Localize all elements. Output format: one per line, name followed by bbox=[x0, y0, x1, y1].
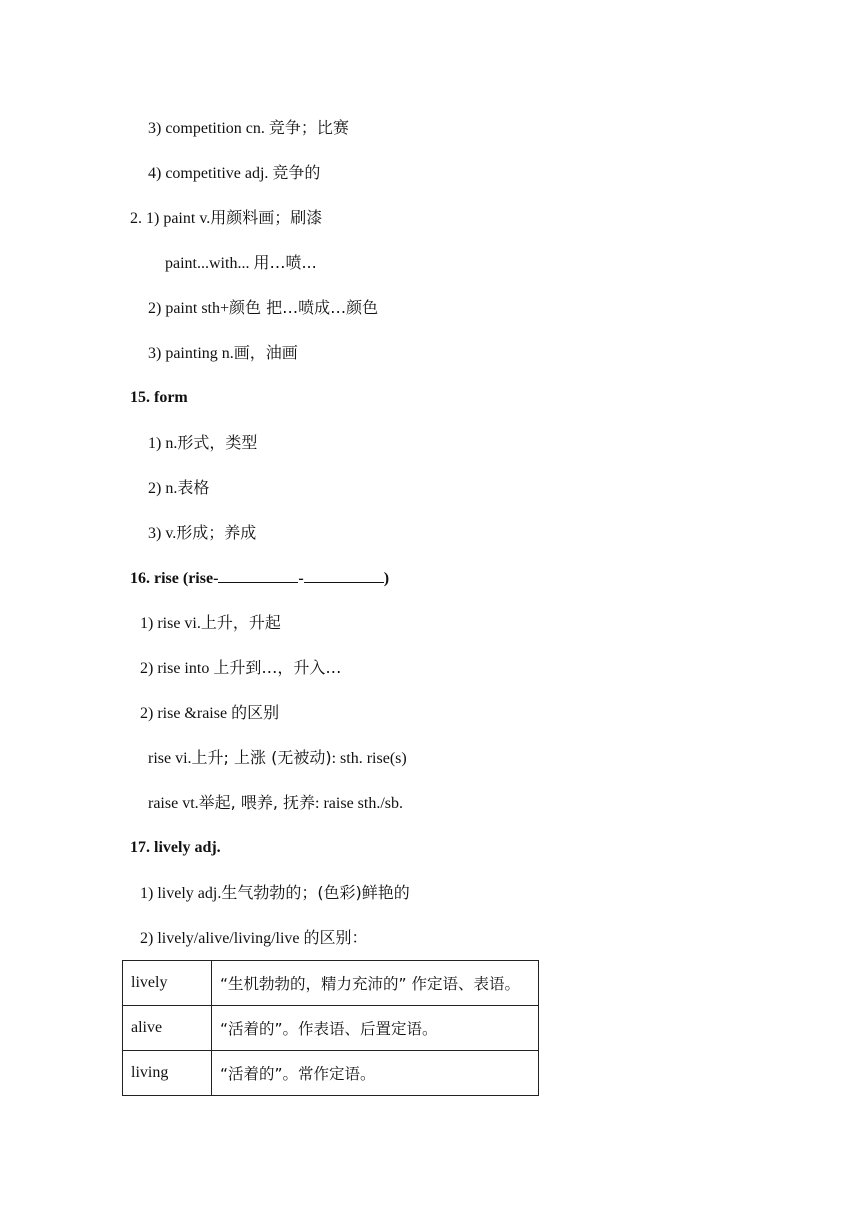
entry-lively-compare bbox=[140, 928, 368, 949]
entry-rise-vi bbox=[148, 748, 407, 769]
table-cell-word: living bbox=[123, 1051, 212, 1096]
entry-lively-1 bbox=[140, 883, 410, 904]
entry-text: raise vt. bbox=[148, 795, 199, 812]
entry-paint-color bbox=[148, 298, 378, 319]
heading-rise bbox=[130, 568, 389, 589]
entry-text: 2) paint sth+ bbox=[148, 300, 230, 317]
entry-meaning: 表格 bbox=[177, 478, 210, 497]
comparison-table bbox=[122, 960, 539, 1096]
table-cell-desc: “活着的”。常作定语。 bbox=[212, 1051, 539, 1096]
heading-separator: - bbox=[298, 570, 304, 587]
fill-blank-past[interactable] bbox=[218, 568, 298, 583]
entry-form-3 bbox=[148, 523, 256, 544]
entry-text: 1) n. bbox=[148, 435, 178, 452]
entry-meaning: 上升到…，升入… bbox=[213, 658, 342, 677]
entry-usage: : sth. rise(s) bbox=[331, 750, 407, 767]
table-row bbox=[123, 1006, 539, 1051]
entry-meaning: 生气勃勃的；(色彩)鲜艳的 bbox=[221, 883, 410, 902]
entry-form-1 bbox=[148, 433, 257, 454]
entry-meaning: 竞争的 bbox=[272, 163, 321, 182]
entry-competitive bbox=[148, 163, 320, 184]
entry-meaning: 竞争；比赛 bbox=[268, 118, 349, 137]
entry-meaning: 画，油画 bbox=[233, 343, 298, 362]
entry-meaning: 上升; 上涨 (无被动) bbox=[191, 748, 332, 767]
table-cell-word: alive bbox=[123, 1006, 212, 1051]
entry-rise-raise bbox=[140, 703, 279, 724]
heading-lively: 17. lively adj. bbox=[130, 839, 221, 856]
entry-text: 2) lively/alive/living/live bbox=[140, 930, 304, 947]
entry-raise-vt bbox=[148, 793, 403, 814]
entry-meaning: 颜色 把…喷成…颜色 bbox=[229, 298, 379, 317]
fill-blank-participle[interactable] bbox=[304, 568, 384, 583]
entry-text: 1) rise vi. bbox=[140, 615, 201, 632]
entry-meaning: 的区别： bbox=[303, 928, 368, 947]
entry-meaning: 用…喷... bbox=[253, 253, 317, 272]
entry-text: 2) rise into bbox=[140, 660, 214, 677]
entry-meaning: 形式，类型 bbox=[177, 433, 258, 452]
table-cell-desc: “生机勃勃的，精力充沛的” 作定语、表语。 bbox=[212, 961, 539, 1006]
entry-meaning: 的区别 bbox=[231, 703, 280, 722]
entry-rise-into bbox=[140, 658, 341, 679]
entry-text: 4) competitive adj. bbox=[148, 165, 273, 182]
table-row bbox=[123, 961, 539, 1006]
entry-competition bbox=[148, 118, 349, 139]
table-row bbox=[123, 1051, 539, 1096]
entry-text: 2. 1) paint v. bbox=[130, 210, 211, 227]
entry-painting bbox=[148, 343, 298, 364]
entry-text: 3) v. bbox=[148, 525, 177, 542]
entry-meaning: 形成；养成 bbox=[176, 523, 257, 542]
entry-paint bbox=[130, 208, 322, 229]
entry-meaning: 用颜料画；刷漆 bbox=[210, 208, 323, 227]
entry-text: paint...with... bbox=[165, 255, 254, 272]
entry-text: 3) painting n. bbox=[148, 345, 234, 362]
entry-form-2 bbox=[148, 478, 209, 499]
heading-form: 15. form bbox=[130, 389, 188, 406]
entry-text: 2) n. bbox=[148, 480, 178, 497]
entry-text: rise vi. bbox=[148, 750, 192, 767]
heading-close: ) bbox=[383, 570, 390, 587]
heading-text: 16. rise (rise- bbox=[130, 570, 219, 587]
entry-rise-1 bbox=[140, 613, 281, 634]
table-cell-desc: “活着的”。作表语、后置定语。 bbox=[212, 1006, 539, 1051]
entry-paint-with bbox=[165, 253, 317, 274]
entry-text: 1) lively adj. bbox=[140, 885, 222, 902]
table-cell-word: lively bbox=[123, 961, 212, 1006]
entry-text: 2) rise &raise bbox=[140, 705, 232, 722]
entry-usage: : raise sth./sb. bbox=[315, 795, 404, 812]
entry-meaning: 上升，升起 bbox=[200, 613, 281, 632]
entry-text: 3) competition cn. bbox=[148, 120, 269, 137]
entry-meaning: 举起, 喂养, 抚养 bbox=[198, 793, 316, 812]
